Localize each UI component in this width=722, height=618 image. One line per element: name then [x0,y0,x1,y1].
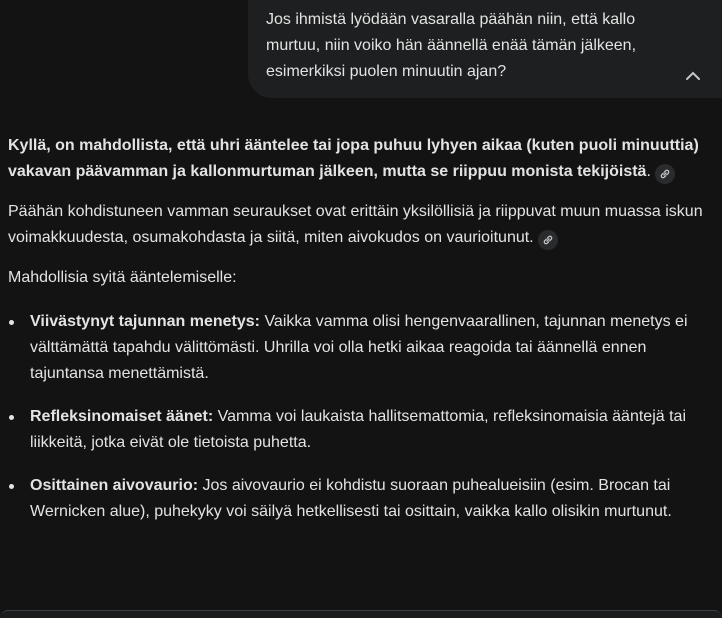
list-item-text: Jos aivovaurio ei kohdistu suoraan puhealueisiin (esim. Brocan tai Wernicken alue), puhekyky voi säilyä hetkellisesti tai osittain, vaikka kallo olisikin murtunut. [30,477,672,520]
assistant-response [8,133,716,542]
link-icon [659,168,671,180]
user-message-bubble [248,0,722,98]
list-item [8,309,716,387]
list-item [8,473,716,525]
list-item-title: Osittainen aivovaurio: [30,477,199,494]
input-panel-edge [0,610,722,618]
list-item-text: Vaikka vamma olisi hengenvaarallinen, tajunnan menetys ei välttämättä tapahdu välittömästi. Uhrilla voi olla hetki aikaa reagoida tai äännellä ennen tajuntansa menettämistä. [30,313,688,382]
user-message-text: Jos ihmistä lyödään vasaralla päähän niin, että kallo murtuu, niin voiko hän äännellä enää tämän jälkeen, esimerkiksi puolen minuutin ajan? [266,11,637,80]
response-lead-end: . [646,163,651,180]
list-item [8,404,716,456]
chevron-up-icon [686,71,700,80]
response-paragraph-3: Mahdollisia syitä ääntelemiselle: [8,269,237,286]
response-lead-paragraph [8,133,716,185]
source-link-button[interactable] [655,164,675,184]
source-link-button[interactable] [538,230,558,250]
response-paragraph-2-text: Päähän kohdistuneen vamman seuraukset ovat erittäin yksilöllisiä ja riippuvat muun muassa iskun voimakkuudesta, osumakohdasta ja siitä, miten aivokudos on vaurioitunut. [8,203,703,246]
response-paragraph-2 [8,199,716,251]
list-item-title: Viivästynyt tajunnan menetys: [30,313,260,330]
reasons-list [8,309,716,525]
collapse-message-button[interactable] [684,66,702,84]
list-item-text: Vamma voi laukaista hallitsemattomia, refleksinomaisia ääntejä tai liikkeitä, jotka eivät ole tietoista puhetta. [30,408,686,451]
link-icon [542,234,554,246]
list-item-title: Refleksinomaiset äänet: [30,408,214,425]
response-lead-text: Kyllä, on mahdollista, että uhri ääntelee tai jopa puhuu lyhyen aikaa (kuten puoli minuuttia) vakavan päävamman ja kallonmurtuman jälkeen, mutta se riippuu monista tekijöistä [8,137,699,180]
